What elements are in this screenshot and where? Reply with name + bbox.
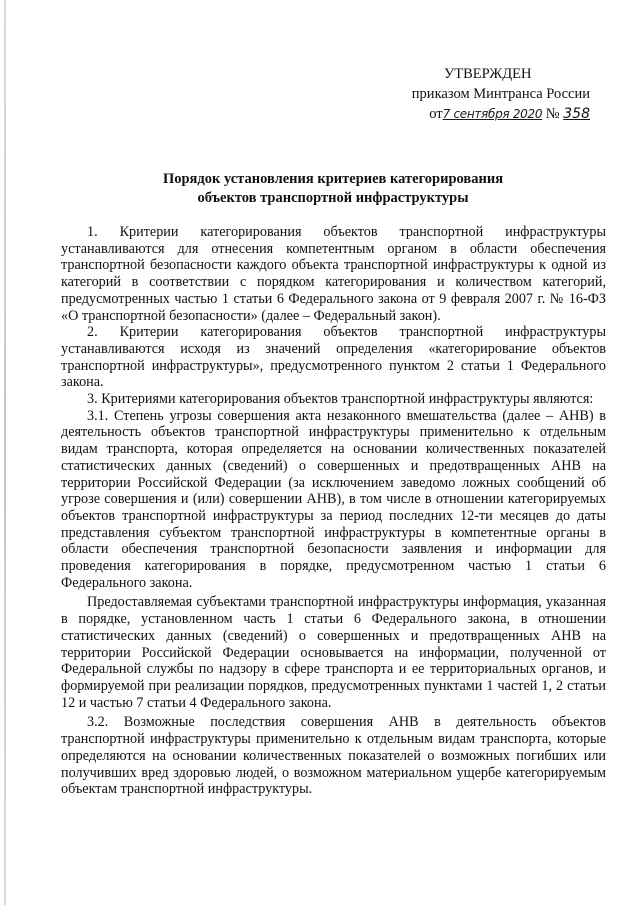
paragraph-3-1-info: Предоставляемая субъектами транспортной инфраструктуры информация, указанная в порядке, установленном часть 1 статьи 6 Федерального закона, в отношении статистических данных (сведений) о совершенных и предотвращенных АНВ на территории Российской Федерации основывается на информации, полученной от Федеральной службы по надзору в сфере транспорта и ее территориальных органов, и формируемой при реализации порядков, предусмотренных пунктами 1 частей 1, 2 статьи 12 и частью 7 статьи 4 Федерального закона. [61,594,606,711]
title-line-1: Порядок установления критериев категорирования [162,171,504,187]
paragraph-2: 2. Критерии категорирования объектов транспортной инфраструктуры устанавливаются исходя из значений определения «категорирование объектов транспортной инфраструктуры», предусмотренного пунктом 2 статьи 1 Федерального закона. [61,324,606,391]
paragraph-3-1: 3.1. Степень угрозы совершения акта незаконного вмешательства (далее – АНВ) в деятельность объектов транспортной инфраструктуры применительно к отдельным видам транспорта, которая определяется на основании количественных показателей статистических данных (сведений) о совершенных и предотвращенных АНВ на территории Российской Федерации (за исключением заведомо ложных сообщений об угрозе совершения и (или) совершении АНВ), в том числе в отношении категорируемых объектов транспортной инфраструктуры за период последних 12-ти месяцев до даты представления субъектом транспортной инфраструктуры в компетентные органы в области обеспечения транспортной безопасности заявления и информации для проведения категорирования в порядке, предусмотренном частью 1 статьи 6 Федерального закона. [61,407,606,591]
handwritten-number: 358 [563,106,590,122]
handwritten-date: 7 сентября 2020 [442,107,543,121]
document-title [60,170,606,208]
date-prefix: от [429,106,443,122]
paragraph-3-2: 3.2. Возможные последствия совершения АНВ в деятельность объектов транспортной инфраструктуры применительно к отдельным видам транспорта, которые определяются на основании количественных показателей о возможных погибших или получивших вред здоровью людей, о возможном материальном ущербе категорируемым объектам транспортной инфраструктуры. [61,714,606,798]
approval-date-line [400,104,590,124]
paragraph-3: 3. Критериями категорирования объектов транспортной инфраструктуры являются: [87,391,594,408]
number-prefix: № [545,106,560,122]
scan-edge [4,0,6,905]
document-body [61,224,606,798]
title-line-2: объектов транспортной инфраструктуры [197,190,469,206]
approval-title: УТВЕРЖДЕН [444,66,532,82]
paragraph-1: 1. Критерии категорирования объектов транспортной инфраструктуры устанавливаются для отнесения компетентным органом в области обеспечения транспортной безопасности каждого объекта транспортной инфраструктуры к одной из категорий в соответствии с порядком категорирования и количеством категорий, предусмотренных частью 1 статьи 6 Федерального закона от 9 февраля 2007 г. № 16-ФЗ «О транспортной безопасности» (далее – Федеральный закон). [61,224,606,324]
approval-stamp-block [400,64,590,124]
approval-order-line: приказом Минтранса России [411,86,590,102]
